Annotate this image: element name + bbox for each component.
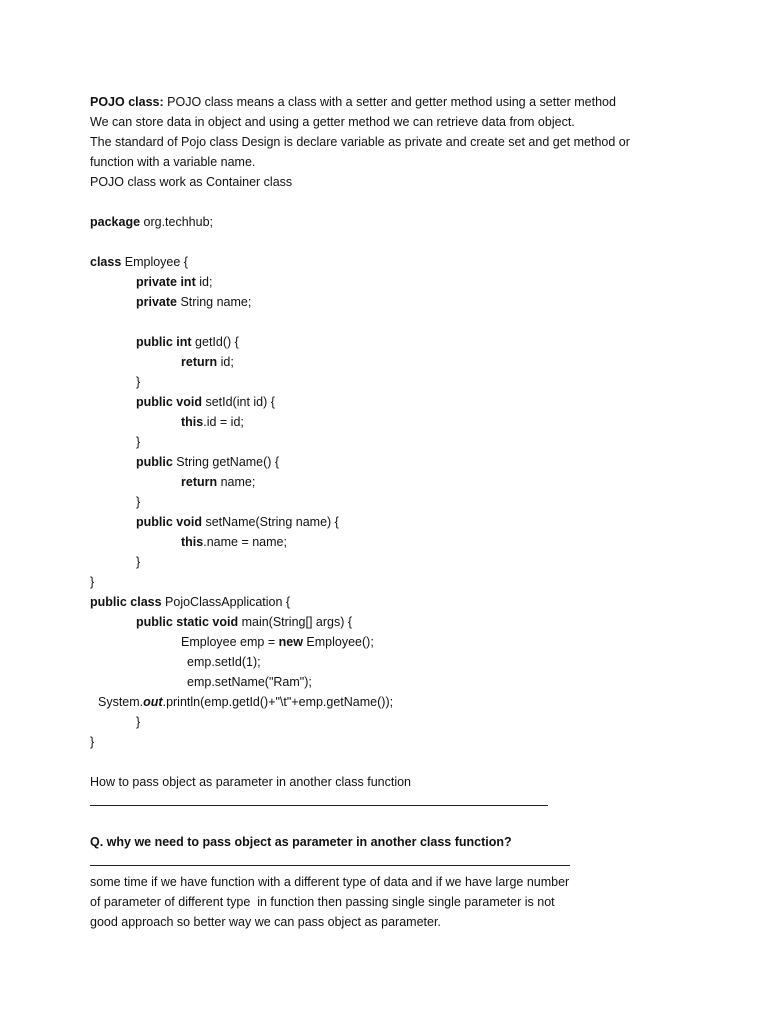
code-text: getId() { <box>191 335 239 349</box>
keyword: this <box>181 535 204 549</box>
section-heading: How to pass object as parameter in another class function <box>90 775 412 789</box>
code-text: String getName() { <box>172 455 280 469</box>
code-field-id <box>90 272 730 292</box>
intro-line-5: POJO class work as Container class <box>90 175 293 189</box>
code-text: id; <box>217 355 234 369</box>
keyword: public class <box>90 595 162 609</box>
code-text: setId(int id) { <box>201 395 275 409</box>
code-return-name <box>90 472 730 492</box>
code-class-decl <box>90 252 730 272</box>
code-text: String name; <box>177 295 252 309</box>
code-text: setName(String name) { <box>201 515 339 529</box>
answer-line-3: good approach so better way we can pass object as parameter. <box>90 915 441 929</box>
spacer <box>90 312 730 332</box>
code-method-setid <box>90 392 730 412</box>
code-brace: } <box>90 575 95 589</box>
code-brace: } <box>136 375 141 389</box>
code-brace: } <box>136 555 141 569</box>
code-assign-id <box>90 412 730 432</box>
code-method-getname <box>90 452 730 472</box>
answer-line-1: some time if we have function with a different type of data and if we have large number <box>90 875 570 889</box>
code-text: .println(emp.getId()+"\t"+emp.getName()); <box>162 695 394 709</box>
keyword: return <box>181 355 218 369</box>
underline-rule <box>90 852 730 872</box>
keyword: out <box>143 695 163 709</box>
code-brace: } <box>136 495 141 509</box>
code-println <box>90 692 730 712</box>
question-heading: Q. why we need to pass object as parameter in another class function? <box>90 835 512 849</box>
keyword: private int <box>136 275 196 289</box>
code-field-name <box>90 292 730 312</box>
spacer <box>90 752 730 772</box>
keyword: public void <box>136 395 202 409</box>
keyword: new <box>278 635 303 649</box>
code-method-getid <box>90 332 730 352</box>
underline-rule <box>90 792 730 812</box>
code-assign-name <box>90 532 730 552</box>
spacer <box>90 232 730 252</box>
code-main-method <box>90 612 730 632</box>
keyword: public void <box>136 515 202 529</box>
keyword: private <box>136 295 177 309</box>
code-text: main(String[] args) { <box>238 615 353 629</box>
keyword: public static void <box>136 615 239 629</box>
keyword: public int <box>136 335 192 349</box>
keyword: return <box>181 475 218 489</box>
code-text: org.techhub; <box>140 215 213 229</box>
code-brace: } <box>136 715 141 729</box>
code-method-setname <box>90 512 730 532</box>
code-brace: } <box>90 735 95 749</box>
code-package <box>90 212 730 232</box>
code-set-id-call: emp.setId(1); <box>187 655 261 669</box>
code-text: id; <box>195 275 213 289</box>
code-text: Employee(); <box>302 635 374 649</box>
intro-line-2: We can store data in object and using a getter method we can retrieve data from object. <box>90 115 575 129</box>
intro-line-1 <box>90 92 730 112</box>
code-text: PojoClassApplication { <box>161 595 291 609</box>
keyword: package <box>90 215 141 229</box>
intro-line-3: The standard of Pojo class Design is declare variable as private and create set and get method or <box>90 135 630 149</box>
code-app-class <box>90 592 730 612</box>
term-label: POJO class: <box>90 95 164 109</box>
document-body <box>90 92 730 932</box>
code-text: .name = name; <box>203 535 287 549</box>
intro-text: POJO class means a class with a setter and getter method using a setter method <box>163 95 616 109</box>
code-text: .id = id; <box>203 415 244 429</box>
spacer <box>90 192 730 212</box>
code-text: Employee { <box>121 255 188 269</box>
code-text: System. <box>98 695 144 709</box>
keyword: public <box>136 455 173 469</box>
code-return-id <box>90 352 730 372</box>
code-new-employee <box>90 632 730 652</box>
answer-line-2: of parameter of different type in function then passing single single parameter is not <box>90 895 555 909</box>
keyword: class <box>90 255 122 269</box>
code-text: name; <box>217 475 256 489</box>
code-text: Employee emp = <box>181 635 279 649</box>
intro-line-4: function with a variable name. <box>90 155 256 169</box>
spacer <box>90 812 730 832</box>
code-brace: } <box>136 435 141 449</box>
code-set-name-call: emp.setName("Ram"); <box>187 675 312 689</box>
keyword: this <box>181 415 204 429</box>
